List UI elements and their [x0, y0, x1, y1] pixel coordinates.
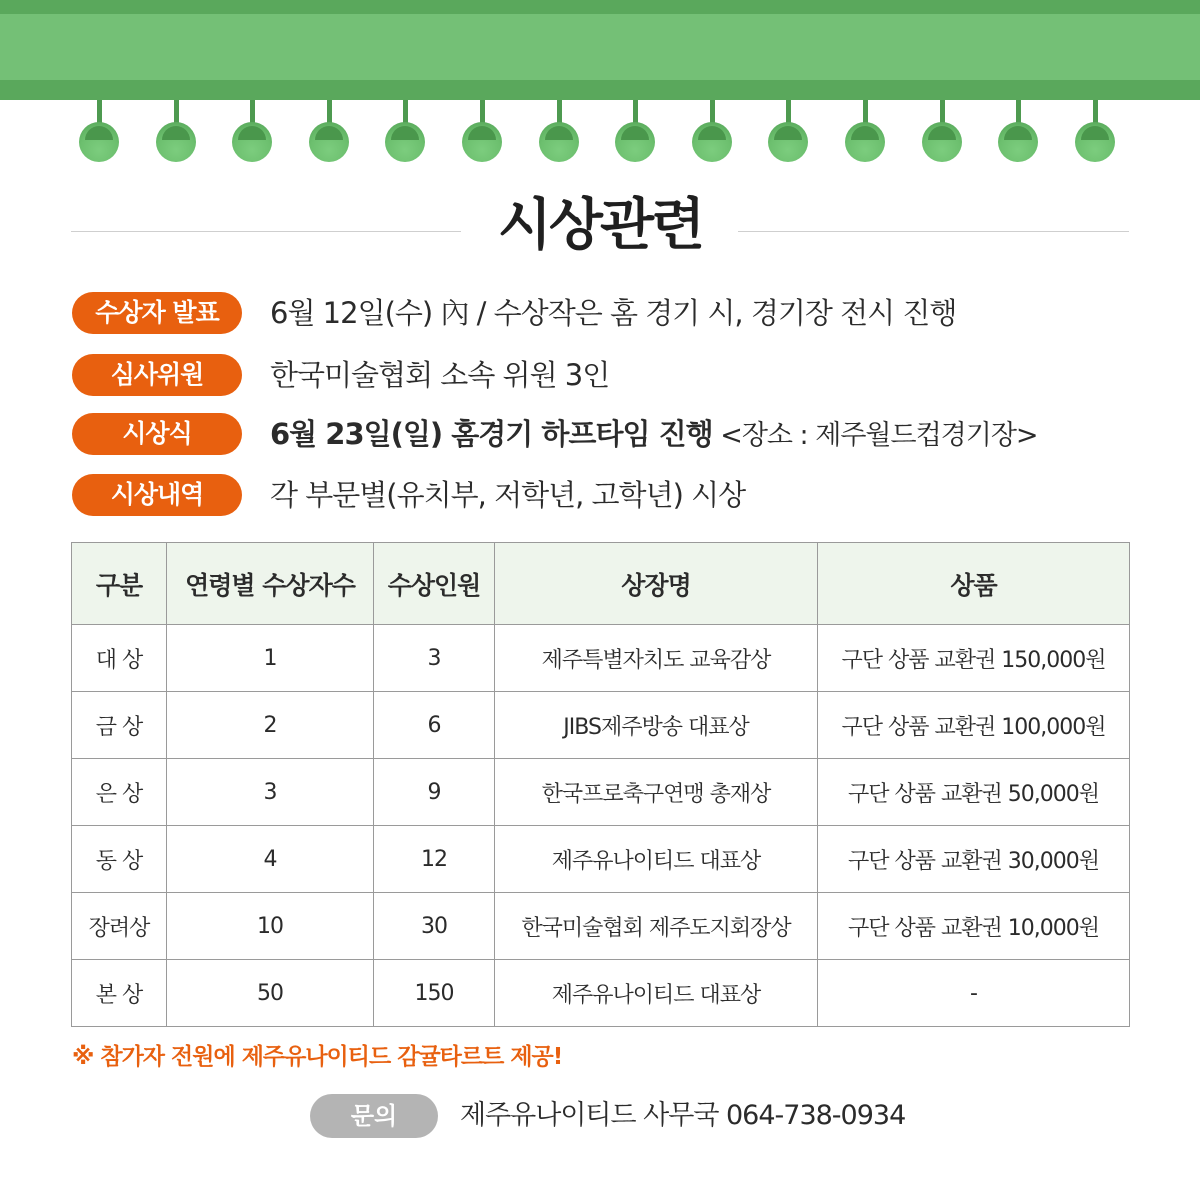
table-cell: 12 — [374, 826, 495, 893]
table-cell: 1 — [167, 625, 374, 692]
info-row-judges — [72, 354, 1152, 398]
binder-ring-icon — [768, 100, 808, 162]
awards-table — [71, 542, 1130, 1027]
awards-text: 각 부문별(유치부, 저학년, 고학년) 시상 — [270, 478, 746, 512]
announcement-label: 수상자 발표 — [72, 292, 242, 334]
header-certificate: 상장명 — [495, 543, 818, 625]
binder-ring-icon — [1075, 100, 1115, 162]
table-cell: 150 — [374, 960, 495, 1027]
table-cell: 10 — [167, 893, 374, 960]
table-cell: 동 상 — [72, 826, 167, 893]
table-cell: 2 — [167, 692, 374, 759]
table-row — [72, 625, 1130, 692]
binder-ring-icon — [309, 100, 349, 162]
header-winners-per-age: 연령별 수상자수 — [167, 543, 374, 625]
table-row — [72, 826, 1130, 893]
binder-ring-icon — [156, 100, 196, 162]
table-header-row — [72, 543, 1130, 625]
table-row — [72, 960, 1130, 1027]
binder-ring-icon — [615, 100, 655, 162]
table-cell: JIBS제주방송 대표상 — [495, 692, 818, 759]
info-row-awards — [72, 474, 1152, 518]
header-prize: 상품 — [818, 543, 1130, 625]
contact-text: 제주유나이티드 사무국 064-738-0934 — [460, 1100, 906, 1131]
table-cell: 구단 상품 교환권 50,000원 — [818, 759, 1130, 826]
table-cell: 금 상 — [72, 692, 167, 759]
table-cell: 4 — [167, 826, 374, 893]
ceremony-date: 6월 23일(일) 홈경기 하프타임 진행 — [270, 417, 713, 451]
table-cell: 3 — [167, 759, 374, 826]
announcement-text: 6월 12일(수) 內 / 수상작은 홈 경기 시, 경기장 전시 진행 — [270, 296, 957, 330]
header-category: 구분 — [72, 543, 167, 625]
table-cell: - — [818, 960, 1130, 1027]
page-title: 시상관련 — [497, 193, 703, 258]
ceremony-text — [270, 413, 1038, 455]
header-band-bottom-edge — [0, 80, 1200, 100]
header-band — [0, 0, 1200, 100]
binder-ring-icon — [692, 100, 732, 162]
binder-ring-icon — [998, 100, 1038, 162]
binder-ring-icon — [232, 100, 272, 162]
binder-ring-icon — [462, 100, 502, 162]
table-cell: 구단 상품 교환권 30,000원 — [818, 826, 1130, 893]
table-cell: 대 상 — [72, 625, 167, 692]
table-cell: 제주유나이티드 대표상 — [495, 826, 818, 893]
header-total-winners: 수상인원 — [374, 543, 495, 625]
table-cell: 한국프로축구연맹 총재상 — [495, 759, 818, 826]
table-row — [72, 692, 1130, 759]
ceremony-place: <장소 : 제주월드컵경기장> — [712, 420, 1038, 451]
table-cell: 구단 상품 교환권 100,000원 — [818, 692, 1130, 759]
table-cell: 제주유나이티드 대표상 — [495, 960, 818, 1027]
table-cell: 은 상 — [72, 759, 167, 826]
table-row — [72, 893, 1130, 960]
binder-ring-icon — [539, 100, 579, 162]
judges-text: 한국미술협회 소속 위원 3인 — [270, 358, 610, 392]
binder-rings — [0, 100, 1200, 162]
table-cell: 본 상 — [72, 960, 167, 1027]
binder-ring-icon — [79, 100, 119, 162]
table-cell: 구단 상품 교환권 10,000원 — [818, 893, 1130, 960]
table-cell: 장려상 — [72, 893, 167, 960]
contact-label: 문의 — [310, 1094, 438, 1138]
binder-ring-icon — [385, 100, 425, 162]
table-row — [72, 759, 1130, 826]
table-cell: 9 — [374, 759, 495, 826]
table-cell: 50 — [167, 960, 374, 1027]
awards-label: 시상내역 — [72, 474, 242, 516]
participant-note: ※ 참가자 전원에 제주유나이티드 감귤타르트 제공! — [72, 1044, 563, 1070]
table-cell: 구단 상품 교환권 150,000원 — [818, 625, 1130, 692]
table-cell: 30 — [374, 893, 495, 960]
judges-label: 심사위원 — [72, 354, 242, 396]
table-cell: 제주특별자치도 교육감상 — [495, 625, 818, 692]
header-band-top-edge — [0, 0, 1200, 14]
ceremony-label: 시상식 — [72, 413, 242, 455]
table-cell: 3 — [374, 625, 495, 692]
binder-ring-icon — [845, 100, 885, 162]
info-row-announcement — [72, 292, 1152, 336]
table-cell: 한국미술협회 제주도지회장상 — [495, 893, 818, 960]
table-cell: 6 — [374, 692, 495, 759]
binder-ring-icon — [922, 100, 962, 162]
info-row-ceremony — [72, 413, 1152, 457]
